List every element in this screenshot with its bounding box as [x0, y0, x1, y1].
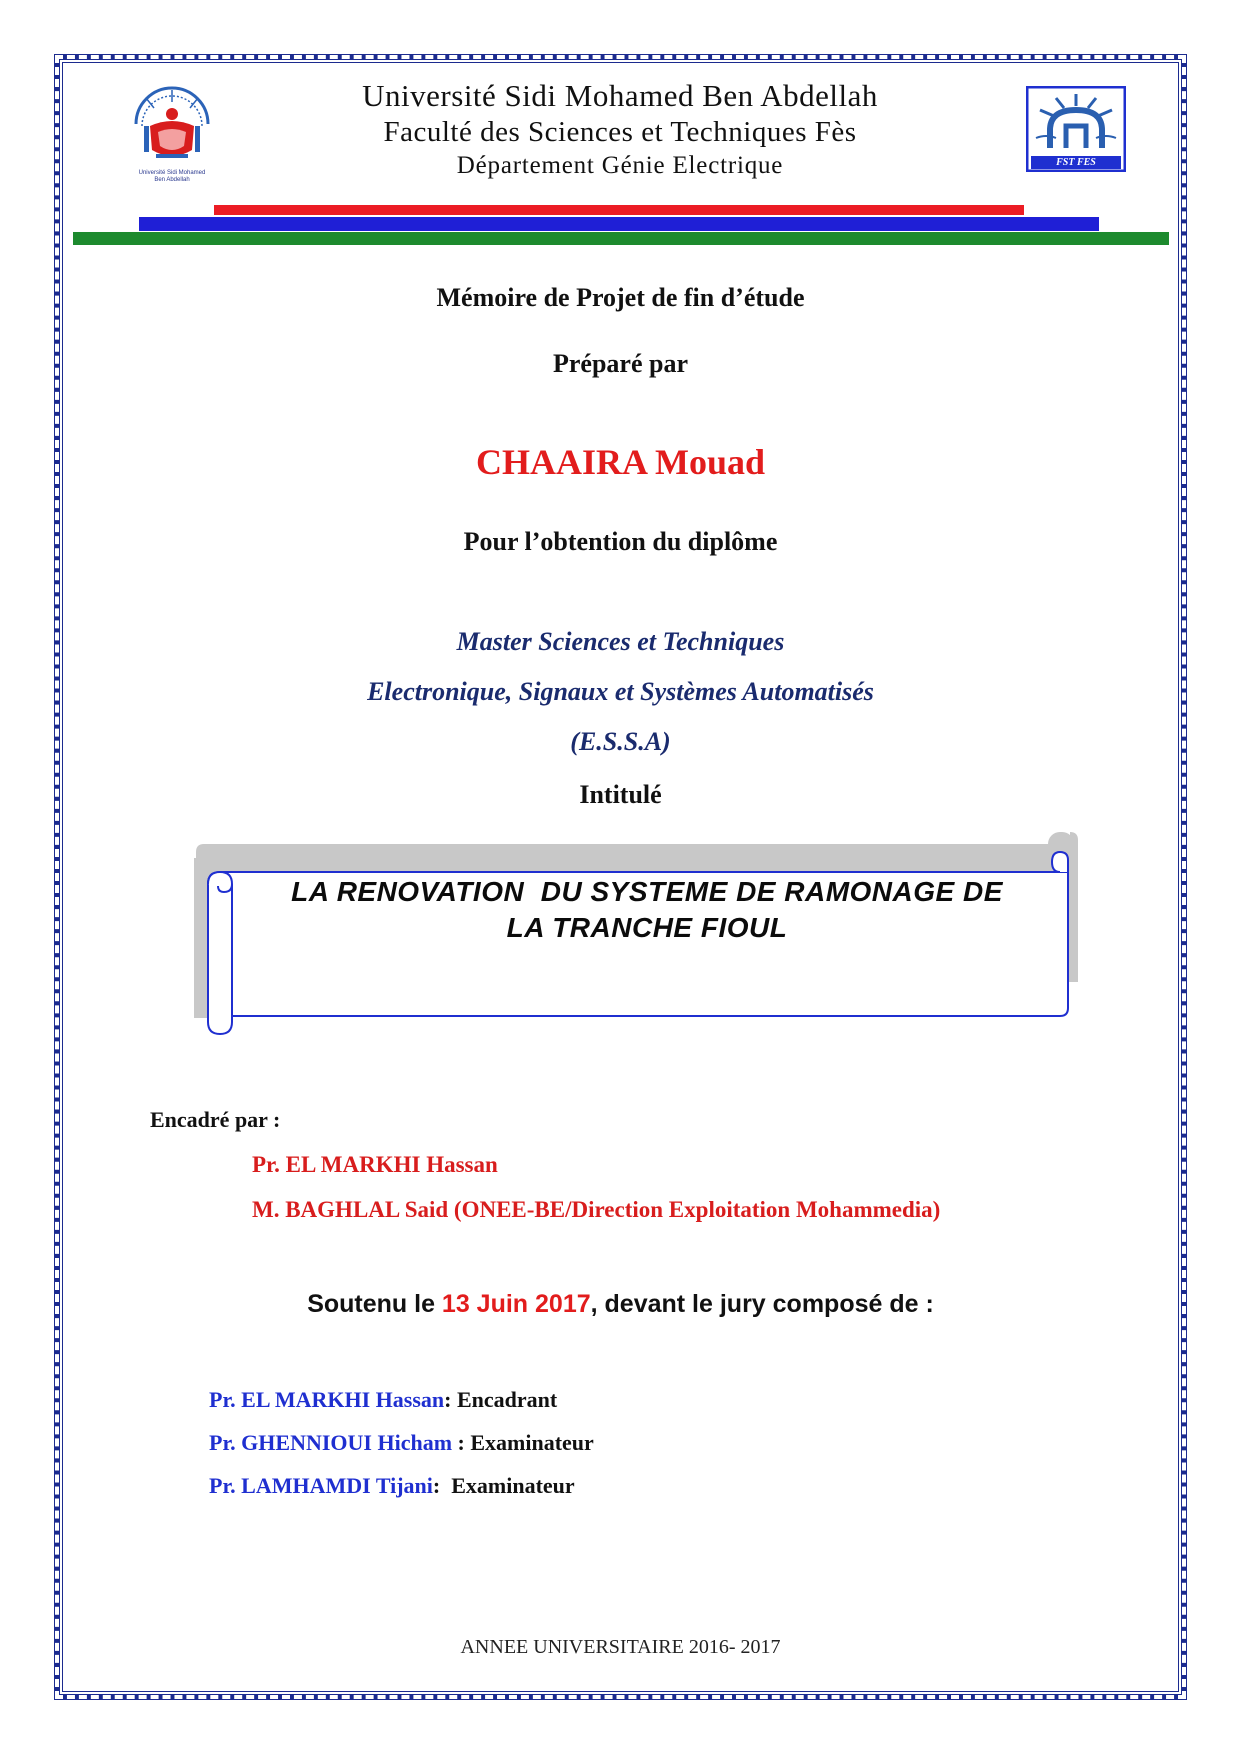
logo-caption-line1: Université Sidi Mohamed	[138, 170, 206, 176]
department-name: Département Génie Electrique	[456, 152, 784, 179]
diploma-label: Pour l’obtention du diplôme	[463, 527, 778, 556]
blue-divider-bar	[139, 217, 1099, 231]
faculty-name: Faculté des Sciences et Techniques Fès	[383, 116, 857, 148]
jury-member-role: : Examinateur	[432, 1473, 575, 1498]
jury-member	[209, 1473, 575, 1499]
project-title-line2: LA TRANCHE FIOUL	[506, 912, 788, 943]
speciality-name: Electronique, Signaux et Systèmes Automatisés	[367, 677, 874, 706]
prepared-by-label: Préparé par	[552, 349, 688, 378]
speciality-acronym: (E.S.S.A)	[570, 727, 671, 756]
supervised-by-label: Encadré par :	[150, 1107, 281, 1132]
project-title	[228, 874, 1066, 946]
memoire-heading: Mémoire de Projet de fin d’étude	[436, 283, 805, 312]
academic-year: ANNEE UNIVERSITAIRE 2016- 2017	[460, 1636, 781, 1658]
university-logo-caption	[124, 170, 220, 184]
supervisor-2: M. BAGHLAL Said (ONEE-BE/Direction Exploitation Mohammedia)	[252, 1197, 941, 1222]
green-divider-bar	[73, 232, 1169, 245]
institution-header	[240, 78, 1000, 182]
fst-fes-logo-caption: FST FES	[1056, 157, 1096, 168]
author-name: CHAAIRA Mouad	[475, 442, 766, 482]
intitule-label: Intitulé	[579, 780, 662, 809]
logo-caption-line2: Ben Abdellah	[154, 177, 190, 183]
defense-statement	[0, 1290, 1241, 1319]
jury-member-name: Pr. EL MARKHI Hassan	[209, 1387, 445, 1412]
supervisor-1: Pr. EL MARKHI Hassan	[252, 1152, 498, 1177]
project-title-line1: LA RENOVATION DU SYSTEME DE RAMONAGE DE	[291, 876, 1003, 907]
jury-member-name: Pr. GHENNIOUI Hicham	[209, 1430, 458, 1455]
jury-member-role: : Examinateur	[457, 1430, 594, 1455]
university-name: Université Sidi Mohamed Ben Abdellah	[362, 78, 878, 113]
jury-member	[209, 1430, 594, 1456]
master-program: Master Sciences et Techniques	[456, 627, 785, 656]
jury-member-name: Pr. LAMHAMDI Tijani	[209, 1473, 433, 1498]
defense-suffix: , devant le jury composé de :	[590, 1290, 934, 1318]
jury-member-role: : Encadrant	[444, 1387, 558, 1412]
university-emblem-logo	[126, 86, 218, 180]
defense-date: 13 Juin 2017	[441, 1290, 591, 1318]
defense-prefix: Soutenu le	[307, 1290, 442, 1318]
red-divider-bar	[214, 205, 1024, 215]
jury-member	[209, 1387, 557, 1413]
